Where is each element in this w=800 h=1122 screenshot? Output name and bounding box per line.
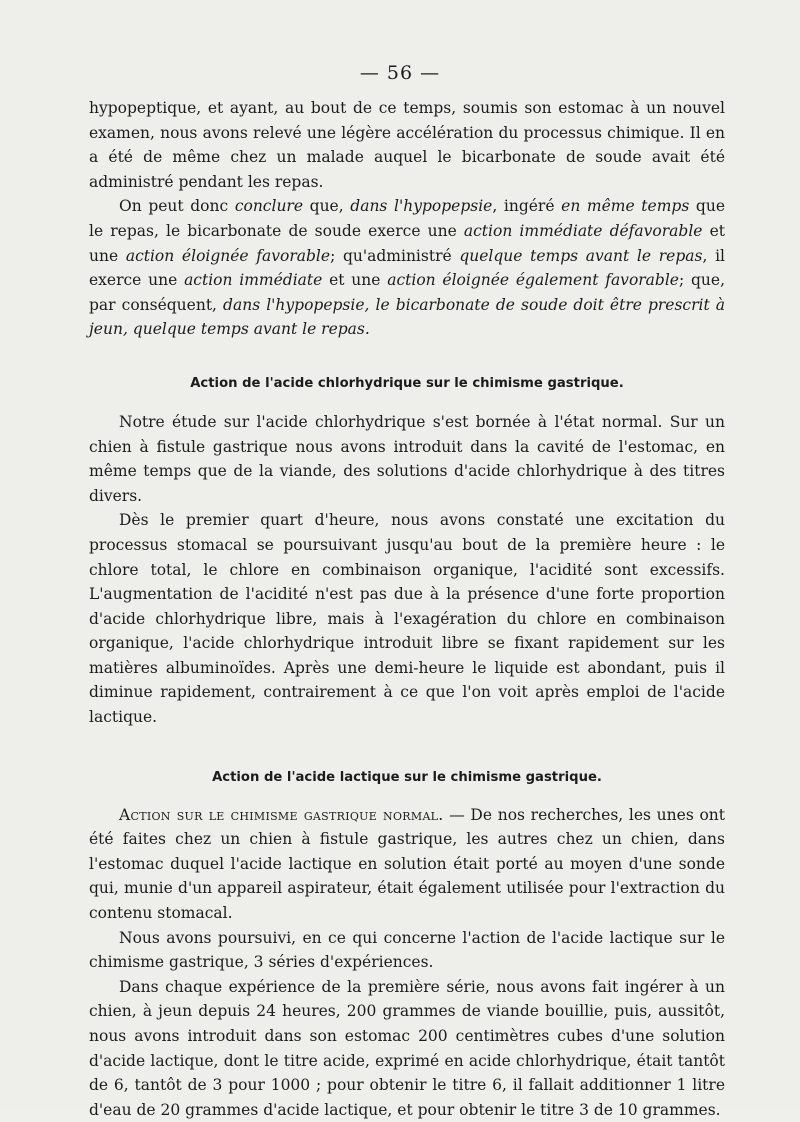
text-span: On peut donc	[119, 197, 235, 216]
text-span: et une	[89, 221, 725, 265]
text-span: ; que, par conséquent,	[89, 271, 725, 314]
paragraph-7: Dans chaque expérience de la première série, nous avons fait ingérer à un chien, à jeun depuis 24 heures, 200 grammes de viande bouillie, puis, aussitôt, nous avons introduit dans son estomac 200 centimètres cubes d'une solution d'acide lactique, dont le titre acide, exprimé en acide chlorhydrique, était tantôt de 6, tantôt de 3 pour 1000 ; pour obtenir le titre 6, il fallait additionner 1 litre d'eau de 20 grammes d'acide lactique, et pour obtenir le titre 3 de 10 grammes.	[89, 977, 725, 1119]
text-span: que,	[303, 197, 351, 216]
italic-span: action éloignée favorable	[125, 246, 331, 265]
italic-span: action immédiate défavorable	[463, 221, 703, 240]
text-span: , il exerce une	[89, 246, 725, 290]
paragraph-2	[89, 194, 725, 342]
italic-span: action immédiate	[184, 271, 323, 290]
paragraph-1: hypopeptique, et ayant, au bout de ce temps, soumis son estomac à un nouvel examen, nous avons relevé une légère accélération du processus chimique. Il en a été de même chez un malade auquel le bicarbonate de soude avait été administré pendant les repas.	[89, 99, 725, 191]
italic-span: en même temps	[561, 197, 690, 216]
paragraph-3: Notre étude sur l'acide chlorhydrique s'est bornée à l'état normal. Sur un chien à fistule gastrique nous avons introduit dans la cavité de l'estomac, en même temps que de la viande, des solutions d'acide chlorhydrique à des titres divers.	[89, 412, 725, 505]
italic-span: action éloignée également favorable	[387, 271, 679, 290]
small-caps-lead: Action sur le chimisme gastrique normal.	[119, 805, 444, 824]
italic-span: dans l'hypopepsie	[350, 197, 493, 216]
document-body	[89, 96, 725, 1122]
text-span: , ingéré	[492, 197, 562, 216]
text-span: ; qu'administré	[330, 246, 460, 265]
italic-span: quelque temps avant le repas	[459, 246, 703, 265]
text-span: que le repas, le bicarbonate de soude exerce une	[89, 197, 725, 240]
page-number: — 56 —	[359, 62, 441, 84]
paragraph-4: Dès le premier quart d'heure, nous avons constaté une excitation du processus stomacal se poursuivant jusqu'au bout de la première heure : le chlore total, le chlore en combinaison organique, l'acidité sont excessifs. L'augmentation de l'acidité n'est pas due à la présence d'une forte proportion d'acide chlorhydrique libre, mais à l'exagération du chlore en combinaison organique, l'acide chlorhydrique introduit libre se fixant rapidement sur les matières albuminoïdes. Après une demi-heure le liquide est abondant, puis il diminue rapidement, contrairement à ce que l'on voit après emploi de l'acide lactique.	[89, 511, 725, 727]
section-heading-lactic-acid: Action de l'acide lactique sur le chimisme gastrique.	[212, 769, 602, 785]
paragraph-6: Nous avons poursuivi, en ce qui concerne l'action de l'acide lactique sur le chimisme gastrique, 3 séries d'expériences.	[89, 928, 725, 972]
paragraph-5	[89, 803, 725, 926]
text-span: et une	[322, 271, 388, 290]
italic-span: dans l'hypopepsie, le bicarbonate de soude doit être prescrit à jeun, quelque temps avant le repas.	[89, 295, 726, 339]
text-span: — De nos recherches, les unes ont été faites chez un chien à fistule gastrique, les autres chez un chien, dans l'estomac duquel l'acide lactique en solution était porté au moyen d'une sonde qui, munie d'un appareil aspirateur, était également utilisée pour l'extraction du contenu stomacal.	[89, 805, 726, 923]
italic-span: conclure	[234, 197, 304, 216]
section-heading-hydrochloric-acid: Action de l'acide chlorhydrique sur le chimisme gastrique.	[190, 375, 624, 391]
